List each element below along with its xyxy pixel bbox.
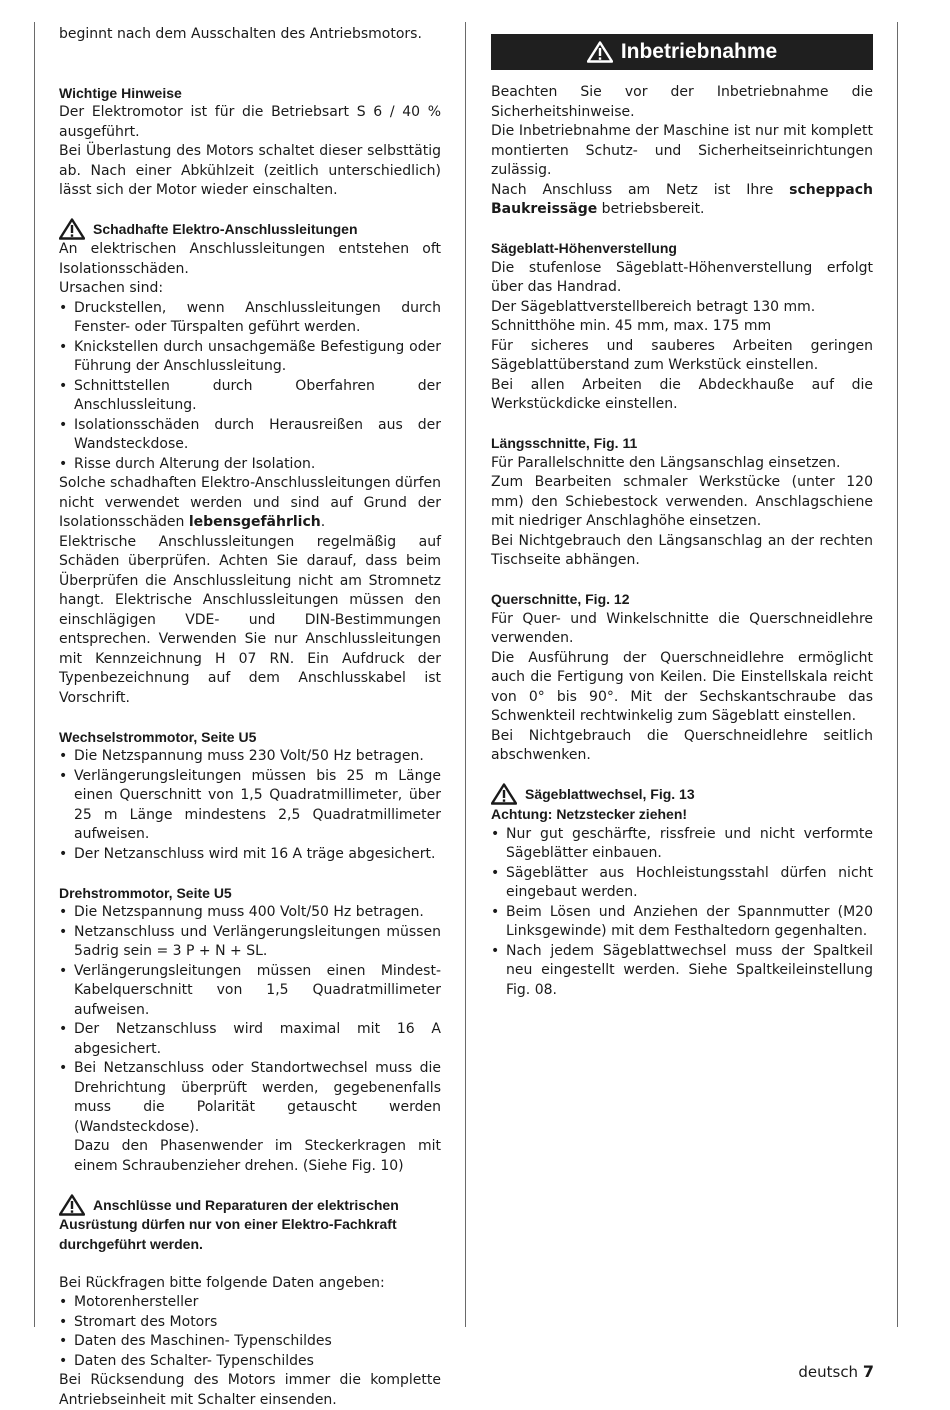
- bullet-list-wechselstrom: [59, 747, 441, 864]
- page-number: 7: [862, 1362, 874, 1381]
- bullet-list-rueckfragen: [59, 1293, 441, 1371]
- list-item: • Der Netzanschluss wird maximal mit 16 A abgesichert.: [59, 1020, 441, 1059]
- paragraph: Die stufenlose Sägeblatt-Höhenverstellung erfolgt über das Handrad.: [491, 259, 873, 295]
- warning-heading-schadhafte-leitungen: [59, 220, 441, 240]
- paragraph: Für sicheres und sauberes Arbeiten geringen Sägeblattüberstand zum Werkstück einstellen.: [491, 337, 873, 373]
- warning-repair-text: Anschlüsse und Reparaturen der elektrischen Ausrüstung dürfen nur von einer Elektro-Fachkraft durchgeführt werden.: [59, 1196, 399, 1252]
- intro-line: beginnt nach dem Ausschalten des Antriebsmotors.: [59, 26, 422, 42]
- list-item: • Daten des Maschinen- Typenschildes: [59, 1332, 441, 1352]
- heading-wechselstrommotor: Wechselstrommotor, Seite U5: [59, 728, 257, 745]
- paragraph: Beachten Sie vor der Inbetriebnahme die Sicherheitshinweise.: [491, 84, 873, 120]
- warning-repair: [59, 1196, 441, 1255]
- list-item: • Beim Lösen und Anziehen der Spannmutter (M20 Linksgewinde) mit dem Festhaltedorn gegenhalten.: [491, 903, 873, 942]
- warning-heading-text: Schadhafte Elektro-Anschlussleitungen: [93, 221, 358, 237]
- list-item: • Die Netzspannung muss 230 Volt/50 Hz betragen.: [59, 747, 441, 767]
- section-banner-inbetriebnahme: [491, 34, 873, 70]
- paragraph: Bei allen Arbeiten die Abdeckhauße auf die Werkstückdicke einstellen.: [491, 376, 873, 412]
- list-item: • Daten des Schalter- Typenschildes: [59, 1352, 441, 1372]
- list-item: • Verlängerungsleitungen müssen bis 25 m Länge einen Querschnitt von 1,5 Quadratmillimeter, über 25 m Länge mindestens 2,5 Quadratmillimeter aufweisen.: [59, 767, 441, 845]
- list-item: • Nur gut geschärfte, rissfreie und nicht verformte Sägeblätter einbauen.: [491, 825, 873, 864]
- list-item: • Schnittstellen durch Oberfahren der Anschlussleitung.: [59, 377, 441, 416]
- left-column: [59, 25, 441, 1410]
- text-run: Nach Anschluss am Netz ist Ihre: [491, 181, 790, 198]
- list-item: • Netzanschluss und Verlängerungsleitungen müssen 5adrig sein = 3 P + N + SL.: [59, 923, 441, 962]
- paragraph: Bei Rückfragen bitte folgende Daten angeben:: [59, 1274, 385, 1291]
- heading-querschnitte: Querschnitte, Fig. 12: [491, 591, 630, 607]
- page-footer: [798, 1362, 874, 1383]
- paragraph: Schnitthöhe min. 45 mm, max. 175 mm: [491, 318, 772, 334]
- text-run: Solche schadhaften Elektro-Anschlussleitungen dürfen nicht verwendet werden und sind auf Grund der Isolationsschäden: [59, 475, 441, 530]
- list-item: • Verlängerungsleitungen müssen einen Mindest-Kabelquerschnitt von 1,5 Quadratmillimeter aufweisen.: [59, 962, 441, 1021]
- heading-laengsschnitte: Längsschnitte, Fig. 11: [491, 435, 638, 451]
- list-item-text: Bei Netzanschluss oder Standortwechsel muss die Drehrichtung überprüft werden, gegebenenfalls muss die Polarität getauscht werden (Wandsteckdose).: [74, 1060, 441, 1135]
- paragraph: Bei Nichtgebrauch die Querschneidlehre seitlich abschwenken.: [491, 727, 873, 763]
- paragraph: Bei Nichtgebrauch den Längsanschlag an der rechten Tischseite abhängen.: [491, 532, 873, 568]
- list-item: • Sägeblätter aus Hochleistungsstahl dürfen nicht eingebaut werden.: [491, 864, 873, 903]
- right-column: [491, 25, 873, 1000]
- text-run: .: [320, 514, 326, 530]
- list-item: • Die Netzspannung muss 400 Volt/50 Hz betragen.: [59, 903, 441, 923]
- paragraph: Bei Überlastung des Motors schaltet dieser selbsttätig ab. Nach einer Abkühlzeit (zeitlich unterschiedlich) lässt sich der Motor wieder einschalten.: [59, 143, 441, 198]
- paragraph: Für Quer- und Winkelschnitte die Querschneidlehre verwenden.: [491, 610, 873, 646]
- warning-heading-saegeblattwechsel: [491, 785, 873, 805]
- right-margin-rule: [897, 22, 898, 1327]
- footer-language: deutsch: [798, 1363, 859, 1381]
- bullet-list-ursachen: [59, 299, 441, 475]
- paragraph: Bei Rücksendung des Motors immer die komplette Antriebseinheit mit Schalter einsenden.: [59, 1372, 441, 1408]
- paragraph: Der Sägeblattverstellbereich betragt 130 mm.: [491, 298, 816, 315]
- bullet-list-drehstrom: [59, 903, 441, 1176]
- paragraph: Die Inbetriebnahme der Maschine ist nur mit komplett montierten Schutz- und Sicherheitseinrichtungen zulässig.: [491, 123, 873, 178]
- paragraph: Elektrische Anschlussleitungen regelmäßig auf Schäden überprüfen. Achten Sie darauf, dass beim Überprüfen die Anschlussleitung nicht am Stromnetz hangt. Elektrische Anschlussleitungen müssen den einschlägigen VDE- und DIN-Bestimmungen entsprechen. Verwenden Sie nur Anschlussleitungen mit Kennzeichnung H 07 RN. Ein Aufdruck der Typenbezeichnung auf dem Anschlusskabel ist Vorschrift.: [59, 533, 441, 706]
- heading-hoehenverstellung: Sägeblatt-Höhenverstellung: [491, 240, 677, 256]
- list-item: [59, 1059, 441, 1176]
- warning-heading-text: Sägeblattwechsel, Fig. 13: [525, 786, 695, 802]
- paragraph: Für Parallelschnitte den Längsanschlag einsetzen.: [491, 454, 841, 471]
- list-item: • Risse durch Alterung der Isolation.: [59, 455, 441, 475]
- left-margin-rule: [34, 22, 35, 1327]
- paragraph: Die Ausführung der Querschneidlehre ermöglicht auch die Fertigung von Keilen. Die Einstellskala reicht von 0° bis 90°. Mit der Sechskantschraube das Schwenkteil rechtwinkelig zum Sägeblatt einstellen.: [491, 649, 873, 724]
- achtung-notice: Achtung: Netzstecker ziehen!: [491, 806, 688, 822]
- paragraph: Ursachen sind:: [59, 280, 164, 296]
- brand-name: scheppach Baukreissäge: [491, 181, 873, 217]
- heading-drehstrommotor: Drehstrommotor, Seite U5: [59, 884, 232, 901]
- banner-title: Inbetriebnahme: [620, 40, 778, 64]
- list-item: • Stromart des Motors: [59, 1313, 441, 1333]
- warning-triangle-icon: [587, 41, 613, 63]
- list-item: • Knickstellen durch unsachgemäße Befestigung oder Führung der Anschlussleitung.: [59, 338, 441, 377]
- bullet-list-saegeblattwechsel: [491, 825, 873, 1001]
- column-divider-rule: [465, 22, 466, 1327]
- paragraph-brand: [491, 181, 873, 220]
- heading-wichtige-hinweise: Wichtige Hinweise: [59, 84, 182, 101]
- list-item: • Isolationsschäden durch Herausreißen aus der Wandsteckdose.: [59, 416, 441, 455]
- list-item: • Motorenhersteller: [59, 1293, 441, 1313]
- paragraph: Der Elektromotor ist für die Betriebsart S 6 / 40 % ausgeführt.: [59, 104, 441, 140]
- list-item: • Druckstellen, wenn Anschlussleitungen durch Fenster- oder Türspalten geführt werden.: [59, 299, 441, 338]
- text-run: betriebsbereit.: [597, 201, 705, 217]
- paragraph: An elektrischen Anschlussleitungen entstehen oft Isolationsschäden.: [59, 241, 441, 277]
- warning-triangle-icon: [59, 218, 85, 240]
- paragraph-lebensgefaehrlich: [59, 474, 441, 533]
- warning-triangle-icon: [491, 783, 517, 805]
- paragraph: Zum Bearbeiten schmaler Werkstücke (unter 120 mm) den Schiebestock verwenden. Anschlagschiene mit niedriger Anschlaghöhe einsetzen.: [491, 474, 873, 529]
- emphasis-text: lebensgefährlich: [188, 514, 321, 530]
- list-item: • Nach jedem Sägeblattwechsel muss der Spaltkeil neu eingestellt werden. Siehe Spaltkeileinstellung Fig. 08.: [491, 942, 873, 1001]
- list-item: • Der Netzanschluss wird mit 16 A träge abgesichert.: [59, 845, 441, 865]
- list-item-continuation: Dazu den Phasenwender im Steckerkragen mit einem Schraubenzieher drehen. (Siehe Fig. 10): [74, 1138, 441, 1174]
